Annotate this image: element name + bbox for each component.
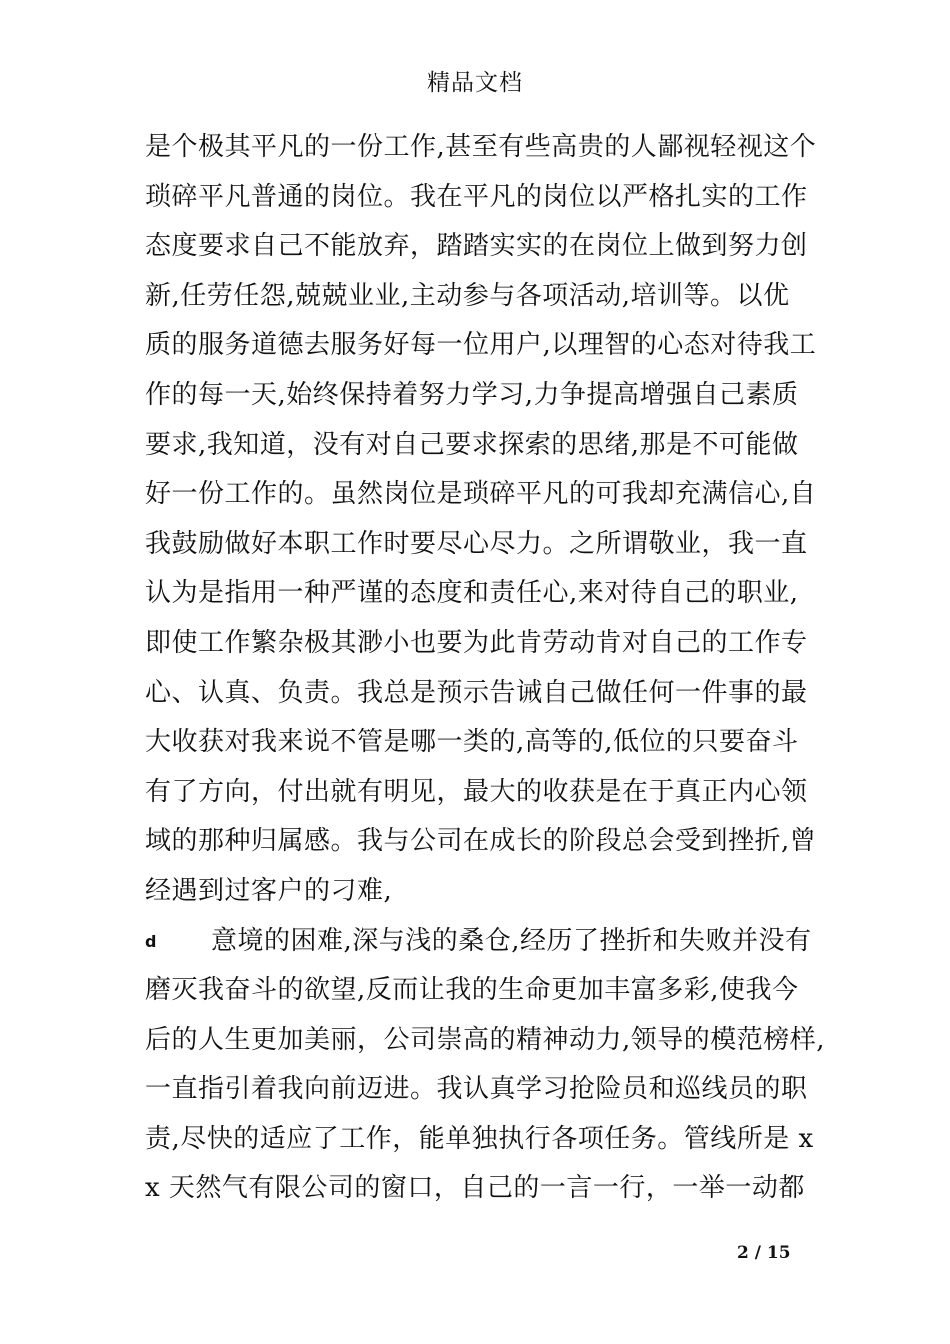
text-line: 态度要求自己不能放弃，踏踏实实的在岗位上做到努力创 [145, 231, 808, 262]
page-header: 精品文档 [427, 70, 523, 96]
text-line: 我鼓励做好本职工作时要尽心尽力。之所谓敬业，我一直 [145, 528, 808, 559]
text-line: 磨灭我奋斗的欲望,反而让我的生命更加丰富多彩,使我今 [145, 975, 799, 1006]
document-body [145, 123, 825, 1214]
text-line: 一直指引着我向前迈进。我认真学习抢险员和巡线员的职 [145, 1074, 808, 1105]
text-line: 大收获对我来说不管是哪一类的,高等的,低位的只要奋斗 [145, 727, 799, 758]
bullet-paragraph-line [145, 917, 825, 967]
text-line: 要求,我知道，没有对自己要求探索的思绪,那是不可能做 [145, 429, 799, 460]
text-line: 琐碎平凡普通的岗位。我在平凡的岗位以严格扎实的工作 [145, 181, 808, 212]
text-line: 责,尽快的适应了工作，能单独执行各项任务。管线所是 x [145, 1123, 814, 1154]
text-line: 有了方向，付出就有明见，最大的收获是在于真正内心领 [145, 776, 808, 807]
bullet-icon: d [145, 931, 157, 951]
text-line: 质的服务道德去服务好每一位用户,以理智的心态对待我工 [145, 330, 817, 361]
text-line: 经遇到过客户的刁难, [145, 875, 393, 906]
bullet-line-text: 意境的困难,深与浅的桑仓,经历了挫折和失败并没有 [211, 925, 812, 956]
text-line: x 天然气有限公司的窗口，自己的一言一行，一举一动都 [145, 1173, 805, 1204]
text-line: 域的那种归属感。我与公司在成长的阶段总会受到挫折,曾 [145, 826, 817, 857]
text-line: 新,任劳任怨,兢兢业业,主动参与各项活动,培训等。以优 [145, 280, 790, 311]
text-line: 是个极其平凡的一份工作,甚至有些高贵的人鄙视轻视这个 [145, 132, 817, 162]
text-line: 好一份工作的。虽然岗位是琐碎平凡的可我却充满信心,自 [145, 479, 817, 510]
text-line: 作的每一天,始终保持着努力学习,力争提高增强自己素质 [145, 379, 799, 410]
text-line: 心、认真、负责。我总是预示告诫自己做任何一件事的最 [145, 677, 808, 708]
text-line: 认为是指用一种严谨的态度和责任心,来对待自己的职业, [145, 578, 799, 609]
page-number: 2 / 15 [737, 1243, 791, 1263]
text-line: 即使工作繁杂极其渺小也要为此肯劳动肯对自己的工作专 [145, 627, 808, 658]
text-line: 后的人生更加美丽，公司崇高的精神动力,领导的模范榜样, [145, 1024, 826, 1055]
